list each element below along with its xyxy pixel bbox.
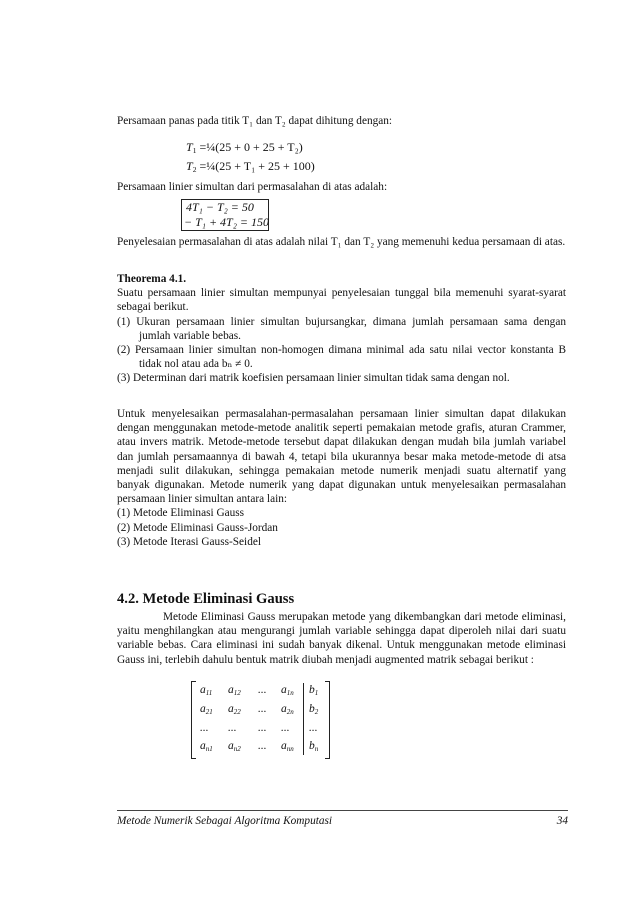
matrix-cell: ... <box>281 722 290 734</box>
matrix-cell: a12 <box>228 684 241 697</box>
solution-paragraph: Penyelesaian permasalahan di atas adalah nilai T₁ dan T₂ yang memenuhi kedua persamaan di atas. <box>117 236 566 248</box>
matrix-cell: a1n <box>281 684 294 697</box>
footer-title: Metode Numerik Sebagai Algoritma Komputasi <box>117 815 333 827</box>
matrix-cell: ... <box>228 722 237 734</box>
matrix-cell: a22 <box>228 703 241 716</box>
system-intro-text: Persamaan linier simultan dari permasalahan di atas adalah: <box>117 181 388 193</box>
methods-item-1: (1) Metode Eliminasi Gauss <box>117 507 245 520</box>
matrix-cell: b2 <box>309 703 319 716</box>
methods-item-3: (3) Metode Iterasi Gauss-Seidel <box>117 535 261 548</box>
intro-text: Persamaan panas pada titik T₁ dan T₂ dapat dihitung dengan: <box>117 115 393 127</box>
methods-item-2: (2) Metode Eliminasi Gauss-Jordan <box>117 521 278 534</box>
matrix-left-bracket <box>191 681 196 759</box>
equation-t1: T1 =¼(25 + 0 + 25 + T₂) <box>186 140 303 155</box>
matrix-cell: a21 <box>200 703 213 716</box>
matrix-cell: b1 <box>309 684 319 697</box>
theorem-title: Theorema 4.1. <box>117 273 187 285</box>
system-equation-1: 4T₁ − T₂ = 50 <box>186 200 254 214</box>
matrix-cell: ... <box>258 703 267 715</box>
matrix-augment-divider <box>303 683 304 755</box>
system-equation-2: − T₁ + 4T₂ = 150 <box>184 215 269 229</box>
matrix-cell: ... <box>258 740 267 752</box>
section-title: 4.2. Metode Eliminasi Gauss <box>117 591 295 607</box>
methods-paragraph: Untuk menyelesaikan permasalahan-permasalahan persamaan linier simultan dapat dilakukan dengan menggunakan metode-metode analitik seperti pemakaian metode grafis, aturan Crammer, atau invers matrik. Metode-metode tersebut dapat dilakukan dengan mudah bila jumlah variabel dan jumlah persamaannya di bawah 4, tetapi bila ukurannya besar maka metode-metode di atsa menjadi sulit dilakukan, sehingga pemakaian metode numerik menjadi suatu alternatif yang banyak digunakan. Metode numerik yang dapat digunakan untuk menyelesaikan permasalahan persamaan linier simultan antara lain: <box>117 408 566 506</box>
section-paragraph: Metode Eliminasi Gauss merupakan metode yang dikembangkan dari metode eliminasi, yaitu menghilangkan atau mengurangi jumlah variable sehingga dapat diperoleh nilai dari suatu variable bebas. Cara eliminasi ini sudah banyak dikenal. Untuk menggunakan metode eliminasi Gauss ini, terlebih dahulu bentuk matrik diubah menjadi augmented matrik sebagai berikut : <box>117 611 566 666</box>
matrix-cell: a11 <box>200 684 213 697</box>
matrix-cell: an1 <box>200 740 213 753</box>
matrix-cell: ann <box>281 740 294 753</box>
theorem-block <box>117 272 566 386</box>
theorem-item-3: (3) Determinan dari matrik koefisien persamaan linier simultan tidak sama dengan nol. <box>117 372 510 385</box>
matrix-right-bracket <box>325 681 330 759</box>
page-number: 34 <box>556 815 568 827</box>
equation-t2: T2 =¼(25 + T₁ + 25 + 100) <box>186 159 315 174</box>
matrix-cell: ... <box>258 722 267 734</box>
matrix-cell: a2n <box>281 703 294 716</box>
theorem-item-1: (1) Ukuran persamaan linier simultan bujursangkar, dimana jumlah persamaan sama dengan jumlah variable bebas. <box>117 315 566 342</box>
matrix-cell: ... <box>258 684 267 696</box>
matrix-cell: ... <box>309 722 318 734</box>
footer-rule <box>117 810 568 811</box>
matrix-cell: ... <box>200 722 209 734</box>
matrix-cell: an2 <box>228 740 241 753</box>
augmented-matrix <box>191 681 330 757</box>
theorem-intro: Suatu persamaan linier simultan mempunyai penyelesaian tunggal bila memenuhi syarat-syarat sebagai berikut. <box>117 287 566 314</box>
matrix-cell: bn <box>309 740 319 753</box>
methods-block <box>117 407 566 549</box>
theorem-item-2: (2) Persamaan linier simultan non-homogen dimana minimal ada satu nilai vector konstanta B tidak nol atau ada bₙ ≠ 0. <box>117 344 566 371</box>
